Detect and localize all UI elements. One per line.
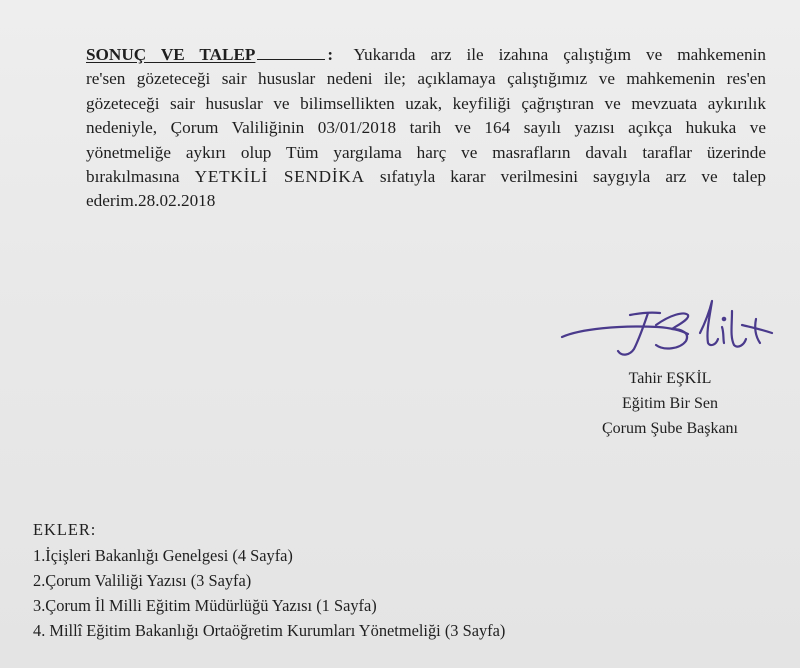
body-line-1	[86, 43, 766, 67]
petition-body	[86, 43, 766, 214]
body-line-date: ederim.28.02.2018	[86, 191, 216, 211]
body-line-3: gözeteceği sair hususlar ve bilimsellikten uzak, keyfiliği çağrıştıran ve mevzuata aykırılık	[86, 93, 766, 113]
signer-name: Tahir EŞKİL	[628, 370, 712, 387]
attachment-item: 3.Çorum İl Milli Eğitim Müdürlüğü Yazısı (1 Sayfa)	[33, 596, 377, 615]
heading-underline	[257, 59, 325, 60]
section-heading: SONUÇ VE TALEP	[86, 45, 256, 64]
body-line-6-start: bırakılmasına	[86, 167, 180, 187]
body-line-4: nedeniyle, Çorum Valiliğinin 03/01/2018 tarih ve 164 sayılı yazısı açıkça hukuka ve	[86, 118, 766, 138]
attachments-title: EKLER:	[33, 520, 97, 539]
attachment-item: 4. Millî Eğitim Bakanlığı Ortaöğretim Kurumları Yönetmeliği (3 Sayfa)	[33, 621, 506, 640]
signer-organization: Eğitim Bir Sen	[622, 395, 718, 412]
union-role-text: YETKİLİ SENDİKA	[194, 167, 365, 187]
attachments-list	[33, 517, 773, 643]
signer-info	[560, 366, 780, 441]
body-line-2: re'sen gözeteceği sair hususlar nedeni ile; açıklamaya çalıştığımız ve mahkemenin res'en	[86, 69, 766, 89]
body-line-5: yönetmeliğe aykırı olup Tüm yargılama harç ve masrafların davalı taraflar üzerinde	[86, 142, 766, 162]
handwritten-signature-icon	[560, 285, 780, 375]
body-line-1-text: Yukarıda arz ile izahına çalıştığım ve mahkemenin	[353, 45, 766, 64]
signer-title: Çorum Şube Başkanı	[602, 420, 738, 437]
body-line-6-end: sıfatıyla karar verilmesini saygıyla arz ve talep	[379, 167, 767, 187]
attachment-item: 1.İçişleri Bakanlığı Genelgesi (4 Sayfa)	[33, 546, 293, 565]
heading-colon: :	[327, 45, 334, 64]
body-line-6	[86, 165, 766, 189]
attachment-item: 2.Çorum Valiliği Yazısı (3 Sayfa)	[33, 571, 252, 590]
